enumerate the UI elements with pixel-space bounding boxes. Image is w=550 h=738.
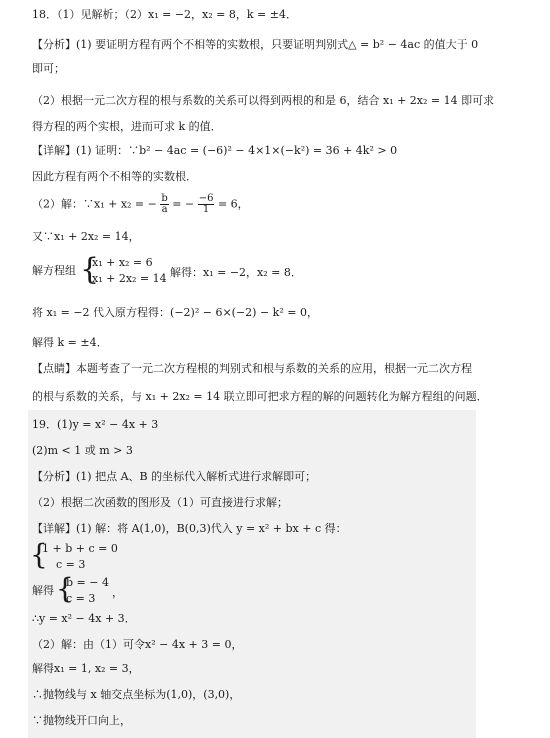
q19-detail-line-5: 解得x₁ = 1, x₂ = 3， <box>32 662 140 675</box>
q18-detail-2-suffix: = 6， <box>217 197 249 211</box>
q19-answer-2: (2)m < 1 或 m > 3 <box>32 444 133 457</box>
q18-detail-2-mid: = − <box>172 197 195 211</box>
q19-detail-line-7: ∵抛物线开口向上， <box>32 714 131 727</box>
q19-detail-line-1: 【详解】(1) 解：将 A(1,0)，B(0,3)代入 y = x² + bx + c 得： <box>32 522 347 535</box>
q19-detail-line-3: ∴y = x² − 4x + 3． <box>32 612 136 625</box>
q18-analysis-line-1: 【分析】(1) 要证明方程有两个不相等的实数根，只要证明判别式△ = b² − 4ac 的值大于 0 <box>32 38 479 51</box>
q18-analysis-line-2: （2）根据一元二次方程的根与系数的关系可以得到两根的和是 6，结合 x₁ + 2x₂ = 14 即可求 <box>32 94 495 107</box>
q19-system-row-2: c = 3 <box>56 558 86 571</box>
q19-system-row-1: 1 + b + c = 0 <box>42 542 118 555</box>
q19-system-3-row-1: b = − 4 <box>66 576 109 589</box>
q18-system-row-2: x₁ + 2x₂ = 14 <box>92 272 167 285</box>
q18-detail-line-5: 将 x₁ = −2 代入原方程得：(−2)² − 6×(−2) − k² = 0， <box>32 306 318 319</box>
fraction-neg6-over-1 <box>198 194 215 215</box>
q19-detail-2-tail: ， <box>112 586 123 599</box>
q19-answer-1: 19．(1)y = x² − 4x + 3 <box>32 418 159 431</box>
q18-detail-2-prefix: （2）解：∵x₁ + x₂ = − <box>32 197 157 211</box>
fraction-numerator: −6 <box>198 193 214 204</box>
q18-detail-line-1b: 因此方程有两个不相等的实数根． <box>32 170 197 183</box>
system-brace: { <box>56 572 74 605</box>
q19-system-3-row-2: c = 3 <box>66 592 96 605</box>
q18-answer: 18．（1）见解析；（2）x₁ = −2，x₂ = 8，k = ±4． <box>32 8 297 21</box>
fraction-denominator: 1 <box>202 204 210 215</box>
fraction-denominator: a <box>161 204 168 215</box>
system-brace: { <box>30 538 48 571</box>
system-brace: { <box>80 252 100 287</box>
q19-analysis-line-2: （2）根据二次函数的图形及（1）可直接进行求解； <box>32 496 288 509</box>
q18-detail-line-6: 解得 k = ±4． <box>32 336 108 349</box>
q19-detail-line-4: （2）解：由（1）可令x² − 4x + 3 = 0， <box>32 638 243 651</box>
fraction-numerator: b <box>161 193 168 204</box>
q18-analysis-line-1b: 即可； <box>32 62 65 75</box>
q18-system-row-1: x₁ + x₂ = 6 <box>92 256 153 269</box>
q18-detail-4-label: 解方程组 <box>32 264 76 277</box>
q18-comment-line-2: 的根与系数的关系，与 x₁ + 2x₂ = 14 联立即可把求方程的解的问题转化为解方程组的问题． <box>32 390 488 403</box>
q18-detail-line-1: 【详解】(1) 证明：∵b² − 4ac = (−6)² − 4×1×(−k²) = 36 + 4k² > 0 <box>32 144 398 157</box>
q19-analysis-line-1: 【分析】(1) 把点 A、B 的坐标代入解析式进行求解即可； <box>32 470 317 483</box>
q18-detail-line-2 <box>32 194 249 215</box>
q19-detail-2-label: 解得 <box>32 584 54 597</box>
q19-detail-line-6: ∴抛物线与 x 轴交点坐标为(1,0)，(3,0)， <box>32 688 241 701</box>
q18-detail-4-result: 解得：x₁ = −2，x₂ = 8． <box>170 266 302 279</box>
q18-detail-line-3: 又∵x₁ + 2x₂ = 14， <box>32 230 140 243</box>
fraction-b-over-a <box>160 194 168 215</box>
q18-comment-line-1: 【点睛】本题考查了一元二次方程根的判别式和根与系数的关系的应用，根据一元二次方程 <box>32 362 472 375</box>
q18-analysis-line-2b: 得方程的两个实根，进而可求 k 的值． <box>32 120 222 133</box>
